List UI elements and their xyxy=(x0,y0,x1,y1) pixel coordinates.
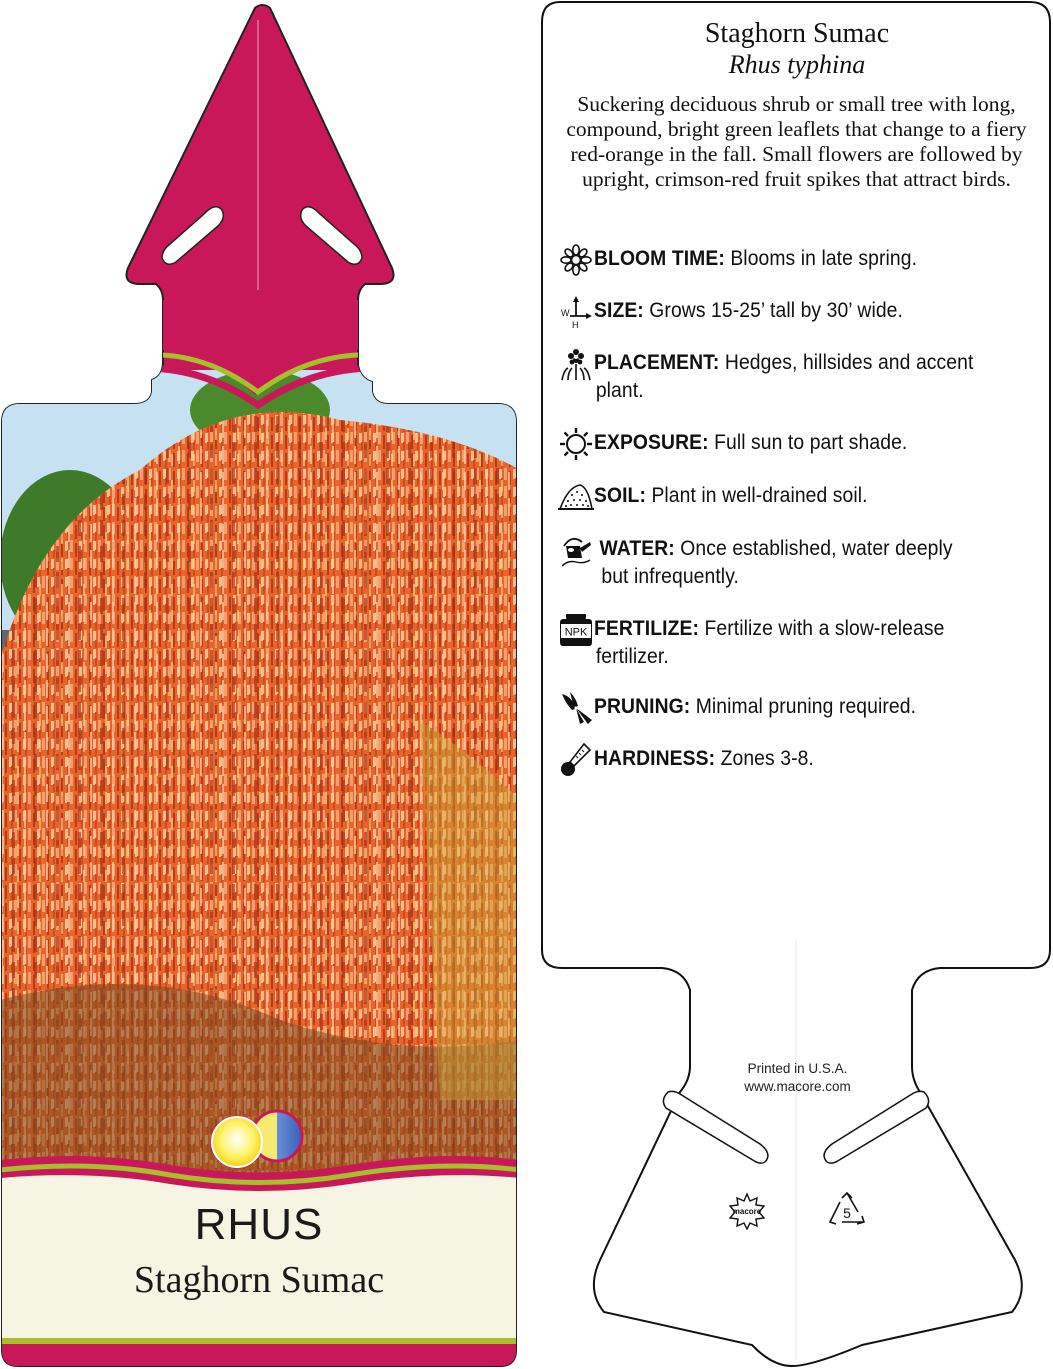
care-label: SIZE: xyxy=(594,299,644,322)
care-text: Once established, water deeply xyxy=(680,537,953,560)
care-hardiness xyxy=(558,745,1038,778)
thermometer-icon xyxy=(558,742,594,778)
care-size xyxy=(558,297,1038,330)
back-latin-name: Rhus typhina xyxy=(728,50,866,79)
watering-can-icon xyxy=(558,532,594,568)
front-genus-name: RHUS xyxy=(194,1200,324,1249)
care-text: Fertilize with a slow-release xyxy=(704,617,945,640)
care-label: WATER: xyxy=(599,537,675,560)
front-common-name: Staghorn Sumac xyxy=(133,1259,385,1301)
size-icon-w-letter: W xyxy=(561,308,570,318)
care-label: EXPOSURE: xyxy=(594,431,709,454)
care-text: Plant in well-drained soil. xyxy=(651,484,868,507)
care-label: PLACEMENT: xyxy=(594,351,720,374)
placement-icon xyxy=(558,346,594,382)
flower-icon xyxy=(558,242,594,278)
care-placement xyxy=(558,349,1038,405)
macore-logo-text: macore xyxy=(732,1207,762,1216)
care-text: Zones 3-8. xyxy=(720,747,814,770)
size-icon-h-letter: H xyxy=(572,320,579,330)
care-label: SOIL: xyxy=(594,484,646,507)
care-text: Hedges, hillsides and accent xyxy=(724,351,974,374)
care-bloom-time xyxy=(558,245,1038,278)
care-label: PRUNING: xyxy=(594,695,691,718)
care-exposure xyxy=(558,429,1038,462)
care-soil xyxy=(558,482,1038,515)
sun-icon xyxy=(558,426,594,462)
care-text-continued: but infrequently. xyxy=(601,565,739,588)
npk-label: NPK xyxy=(564,626,588,639)
pruners-icon xyxy=(558,690,594,726)
care-label: HARDINESS: xyxy=(594,747,716,770)
size-icon xyxy=(558,294,594,330)
care-text-continued: plant. xyxy=(595,379,644,402)
printed-info xyxy=(700,1060,895,1096)
care-label: FERTILIZE: xyxy=(594,617,700,640)
care-text: Blooms in late spring. xyxy=(730,247,918,270)
npk-icon xyxy=(558,612,594,648)
care-pruning xyxy=(558,693,1038,726)
care-text-continued: fertilizer. xyxy=(595,645,669,668)
macore-logo xyxy=(728,1192,766,1230)
back-common-name: Staghorn Sumac xyxy=(704,18,890,49)
care-text: Full sun to part shade. xyxy=(714,431,908,454)
care-fertilize xyxy=(558,615,1038,671)
printed-in-text: Printed in U.S.A. xyxy=(747,1061,848,1076)
soil-icon xyxy=(558,479,594,515)
care-text: Minimal pruning required. xyxy=(695,695,917,718)
plant-description: Suckering deciduous shrub or small tree with long, compound, bright green leaflets that change to a fiery red-orange in the fall. Small flowers are followed by upright, crimson-red fruit spikes that attract birds. xyxy=(566,92,1027,191)
care-water xyxy=(558,535,1038,591)
website-text: www.macore.com xyxy=(744,1079,851,1094)
care-text: Grows 15-25’ tall by 30’ wide. xyxy=(649,299,903,322)
recycle-icon xyxy=(828,1192,866,1228)
recycle-number: 5 xyxy=(843,1205,851,1221)
care-label: BLOOM TIME: xyxy=(594,247,725,270)
